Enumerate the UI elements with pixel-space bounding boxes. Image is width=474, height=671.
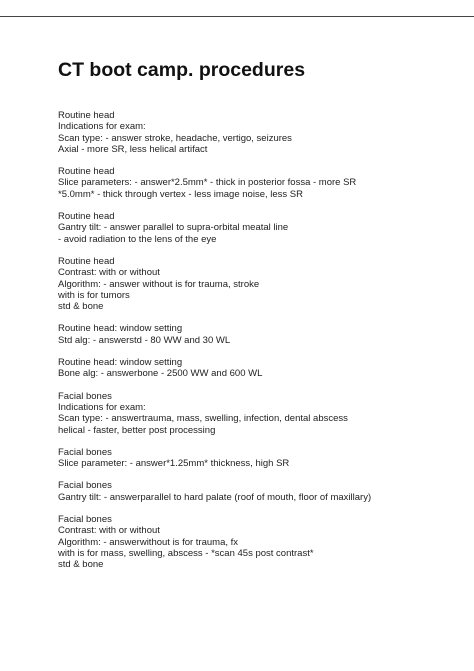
card-line: Routine head (58, 255, 115, 267)
top-divider (0, 16, 474, 17)
card-line: with is for mass, swelling, abscess - *scan 45s post contrast* (58, 547, 314, 559)
card-line: *5.0mm* - thick through vertex - less image noise, less SR (58, 188, 303, 200)
card-line: Facial bones (58, 514, 112, 526)
card-line: Facial bones (58, 390, 112, 402)
card-line: Indications for exam: (58, 121, 146, 133)
flashcard-section (58, 110, 458, 155)
card-line: std & bone (58, 559, 104, 571)
card-line: Std alg: - answerstd - 80 WW and 30 WL (58, 334, 231, 346)
card-line: helical - faster, better post processing (58, 424, 216, 436)
card-line: Slice parameters: - answer*2.5mm* - thick in posterior fossa - more SR (58, 177, 357, 189)
card-line: Routine head (58, 166, 115, 178)
card-line: Contrast: with or without (58, 267, 160, 279)
card-line: Scan type: - answer stroke, headache, vertigo, seizures (58, 132, 292, 144)
card-line: Facial bones (58, 446, 112, 458)
card-line: Routine head (58, 211, 115, 223)
card-line: - avoid radiation to the lens of the eye (58, 233, 217, 245)
page-title: CT boot camp. procedures (58, 59, 306, 81)
card-line: Gantry tilt: - answer parallel to supra-orbital meatal line (58, 222, 289, 234)
card-line: Axial - more SR, less helical artifact (58, 143, 208, 155)
flashcard-section (58, 447, 458, 470)
document-page (58, 58, 458, 582)
flashcard-section (58, 391, 458, 436)
card-line: Indications for exam: (58, 401, 146, 413)
flashcard-section (58, 166, 458, 200)
card-line: Slice parameter: - answer*1.25mm* thickness, high SR (58, 458, 290, 470)
card-line: with is for tumors (58, 289, 130, 301)
card-line: Bone alg: - answerbone - 2500 WW and 600 WL (58, 368, 263, 380)
card-line: Contrast: with or without (58, 525, 160, 537)
flashcard-section (58, 357, 458, 380)
card-line: Routine head (58, 110, 115, 121)
card-line: Facial bones (58, 480, 112, 492)
card-line: Algorithm: - answerwithout is for trauma, fx (58, 536, 239, 548)
flashcard-section (58, 256, 458, 312)
card-line: Scan type: - answertrauma, mass, swelling, infection, dental abscess (58, 413, 348, 425)
card-line: Routine head: window setting (58, 357, 183, 369)
card-line: Routine head: window setting (58, 323, 183, 335)
card-line: Algorithm: - answer without is for trauma, stroke (58, 278, 260, 290)
flashcard-section (58, 323, 458, 346)
card-line: std & bone (58, 301, 104, 313)
card-line: Gantry tilt: - answerparallel to hard palate (roof of mouth, floor of maxillary) (58, 491, 372, 503)
flashcard-section (58, 514, 458, 570)
flashcard-section (58, 211, 458, 245)
flashcard-section (58, 480, 458, 503)
